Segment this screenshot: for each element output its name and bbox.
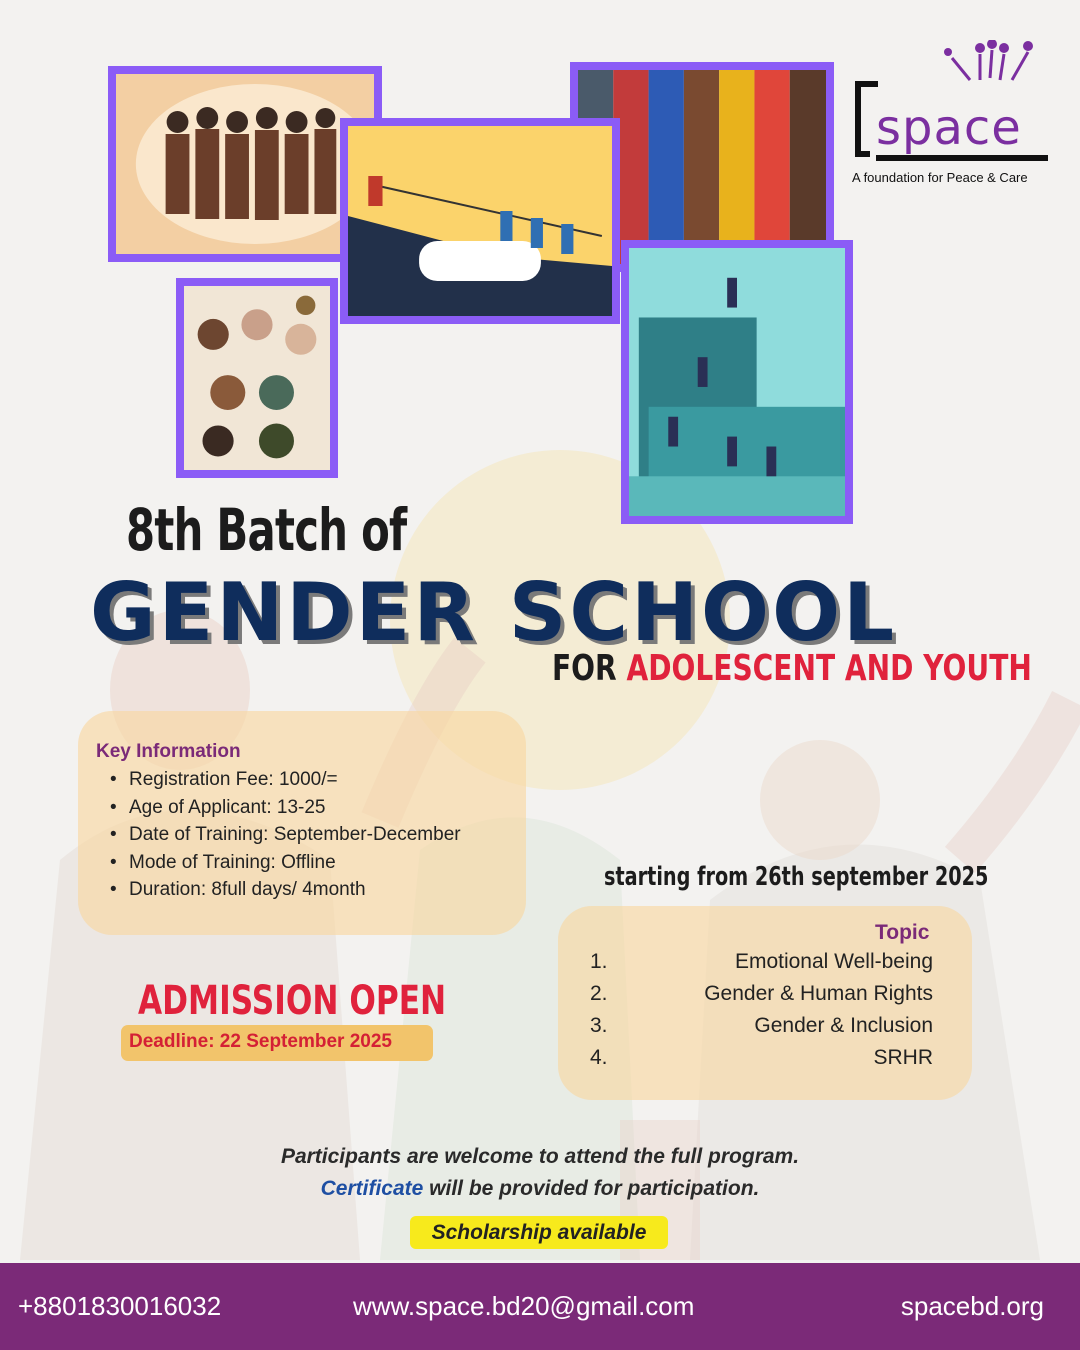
topic-item	[590, 950, 933, 980]
subtitle-highlight: ADOLESCENT AND YOUTH	[626, 648, 1032, 689]
certificate-text: will be provided for participation.	[423, 1177, 760, 1200]
key-info-item: • Duration: 8full days/ 4month	[110, 876, 461, 904]
deadline-text: Deadline: 22 September 2025	[129, 1031, 392, 1052]
logo-tagline: A foundation for Peace & Care	[852, 170, 1028, 185]
topic-label: Emotional Well-being	[734, 950, 933, 973]
certificate-highlight: Certificate	[320, 1177, 424, 1200]
key-info-item: • Mode of Training: Offline	[110, 849, 461, 877]
key-info-list	[110, 766, 461, 904]
topic-item	[590, 982, 933, 1012]
admission-open-label: ADMISSION OPEN	[138, 978, 447, 1024]
deadline-badge	[121, 1025, 433, 1061]
topic-number: 1.	[590, 950, 608, 973]
start-date: starting from 26th september 2025	[604, 862, 989, 892]
topic-item	[590, 1014, 933, 1044]
photo-diverse-faces	[176, 278, 338, 478]
phone-number[interactable]: +8801830016032	[18, 1291, 222, 1321]
topic-item	[590, 1046, 933, 1076]
batch-title: 8th Batch of	[126, 496, 407, 564]
scholarship-badge	[410, 1216, 668, 1249]
certificate-note	[0, 1177, 1080, 1201]
photo-tug-of-war	[340, 118, 620, 324]
scholarship-text: Scholarship available	[431, 1221, 647, 1244]
topic-number: 4.	[590, 1046, 608, 1069]
website-link[interactable]: spacebd.org	[900, 1291, 1044, 1321]
subtitle-prefix: FOR	[552, 648, 617, 689]
topics-heading: Topic	[875, 921, 930, 944]
key-info-heading: Key Information	[96, 741, 241, 762]
key-info-item: • Date of Training: September-December	[110, 821, 461, 849]
logo-wordmark: space	[876, 100, 1022, 156]
topic-number: 2.	[590, 982, 608, 1005]
footer-bar	[0, 1263, 1080, 1350]
subtitle	[552, 648, 1032, 689]
main-title: GENDER SCHOOL	[90, 566, 898, 659]
topic-label: Gender & Inclusion	[754, 1014, 933, 1037]
topic-number: 3.	[590, 1014, 608, 1037]
participation-note: Participants are welcome to attend the full program.	[280, 1145, 800, 1168]
topic-label: SRHR	[873, 1046, 933, 1069]
photo-climbing-steps	[621, 240, 853, 524]
key-info-item: • Registration Fee: 1000/=	[110, 766, 461, 794]
topic-label: Gender & Human Rights	[704, 982, 933, 1005]
email-link[interactable]: www.space.bd20@gmail.com	[353, 1291, 695, 1321]
space-logo	[852, 40, 1052, 190]
key-info-item: • Age of Applicant: 13-25	[110, 794, 461, 822]
